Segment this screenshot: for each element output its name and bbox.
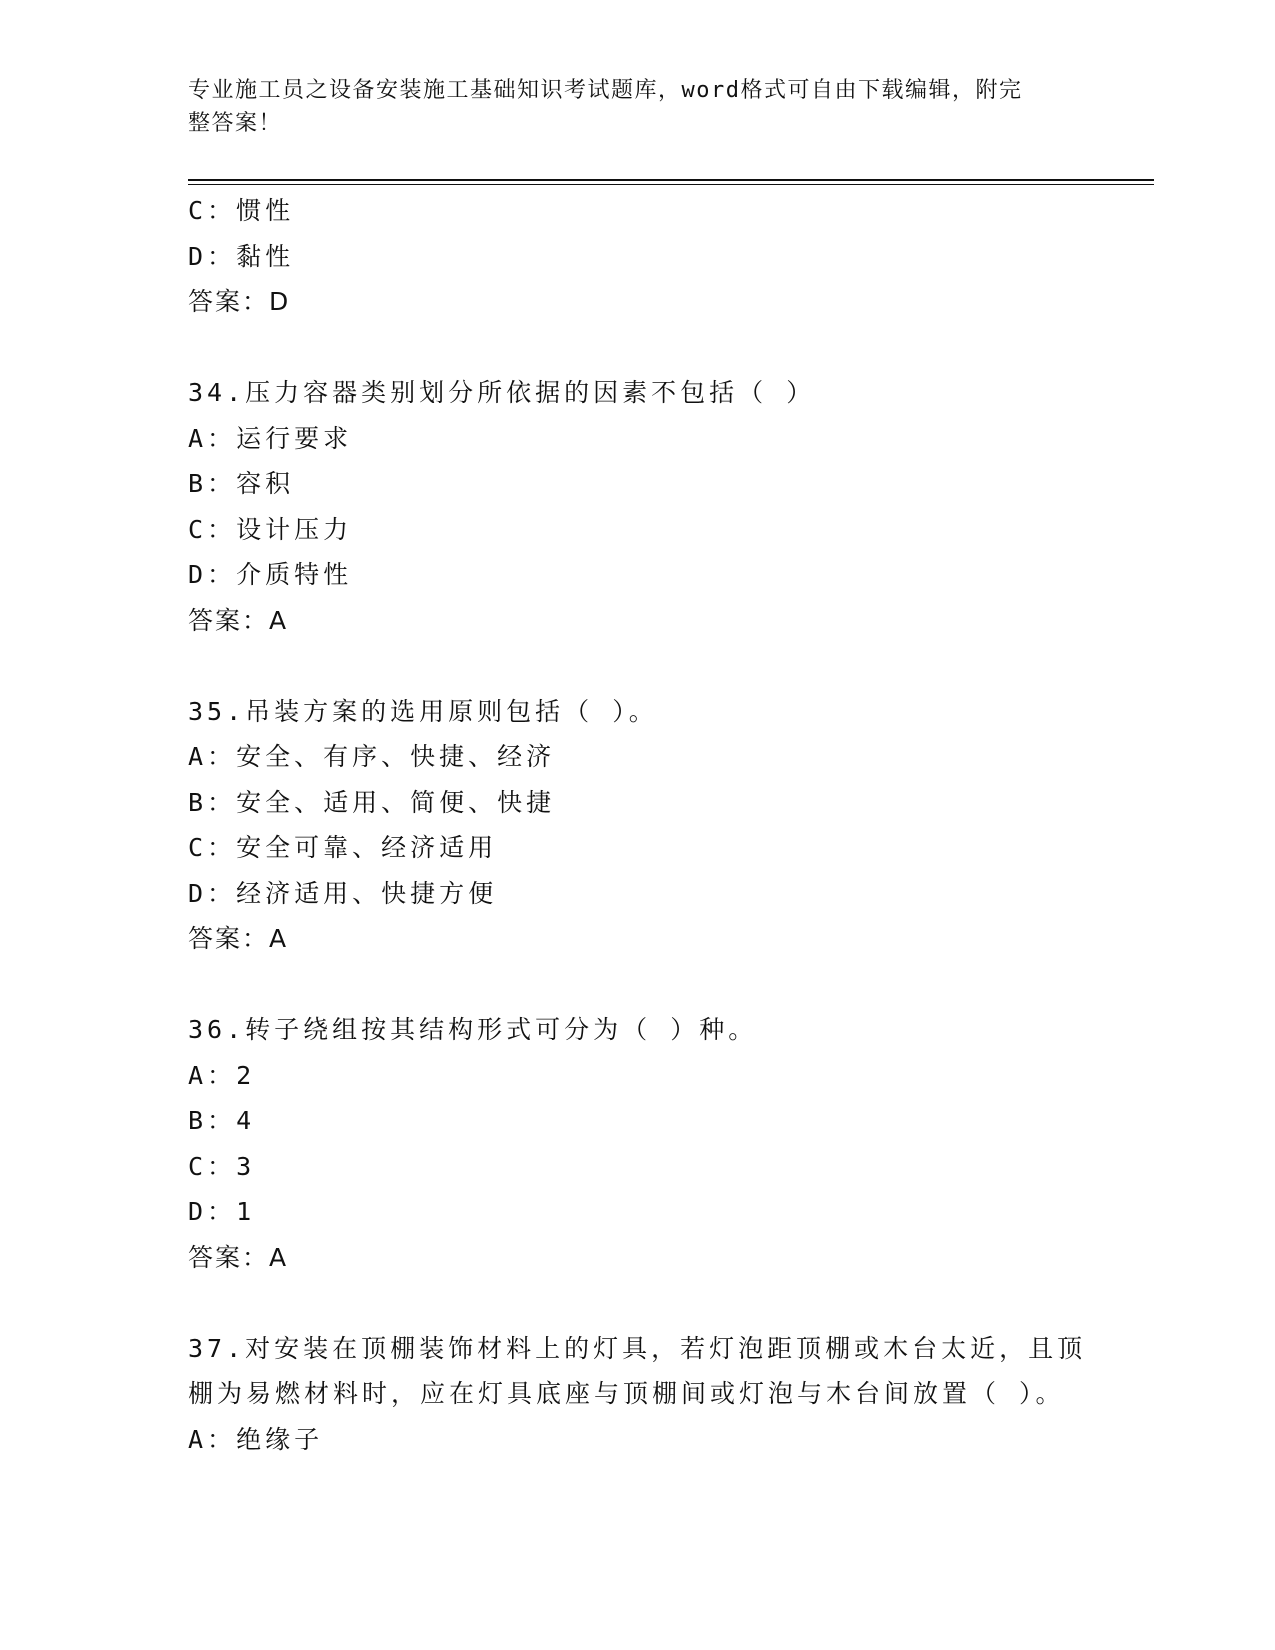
header-line-1: 专业施工员之设备安装施工基础知识考试题库，word格式可自由下载编辑，附完 [188, 78, 1023, 103]
spacer [188, 962, 1108, 1008]
question-37-stem-line-1: 37.对安装在顶棚装饰材料上的灯具，若灯泡距顶棚或木台太近，且顶 [188, 1333, 1087, 1363]
question-37-stem-line-2: 棚为易燃材料时，应在灯具底座与顶棚间或灯泡与木台间放置（ ）。 [188, 1379, 1065, 1408]
option-c: C：设计压力 [188, 514, 353, 544]
option-b: B：安全、适用、简便、快捷 [188, 787, 556, 817]
option-a: A：安全、有序、快捷、经济 [188, 742, 556, 771]
option-d: D：介质特性 [188, 560, 353, 589]
option-c: C：安全可靠、经济适用 [188, 833, 498, 862]
question-36-stem: 36.转子绕组按其结构形式可分为（ ）种。 [188, 1015, 758, 1044]
option-b: B：4 [188, 1106, 256, 1135]
option-c: C：惯性 [188, 196, 295, 225]
option-d: D：经济适用、快捷方便 [188, 878, 498, 908]
option-a: A：运行要求 [188, 423, 353, 453]
question-34-stem: 34.压力容器类别划分所依据的因素不包括（ ） [188, 378, 816, 407]
answer-line: 答案：A [188, 1242, 289, 1272]
question-35-stem: 35.吊装方案的选用原则包括（ ）。 [188, 696, 658, 726]
header-line-2: 整答案！ [188, 111, 283, 136]
option-c: C：3 [188, 1151, 256, 1181]
answer-line: 答案：D [188, 287, 291, 316]
document-header [188, 74, 1068, 140]
option-d: D：1 [188, 1197, 256, 1226]
header-rule-thin [188, 184, 1154, 185]
header-rule-thick [188, 179, 1154, 181]
option-b: B：容积 [188, 469, 295, 498]
question-list [188, 188, 1108, 1462]
spacer [188, 1280, 1108, 1326]
option-a: A：绝缘子 [188, 1424, 324, 1454]
option-d: D：黏性 [188, 241, 295, 271]
option-a: A：2 [188, 1060, 256, 1090]
spacer [188, 325, 1108, 371]
answer-line: 答案：A [188, 605, 289, 635]
answer-line: 答案：A [188, 924, 289, 953]
spacer [188, 643, 1108, 689]
